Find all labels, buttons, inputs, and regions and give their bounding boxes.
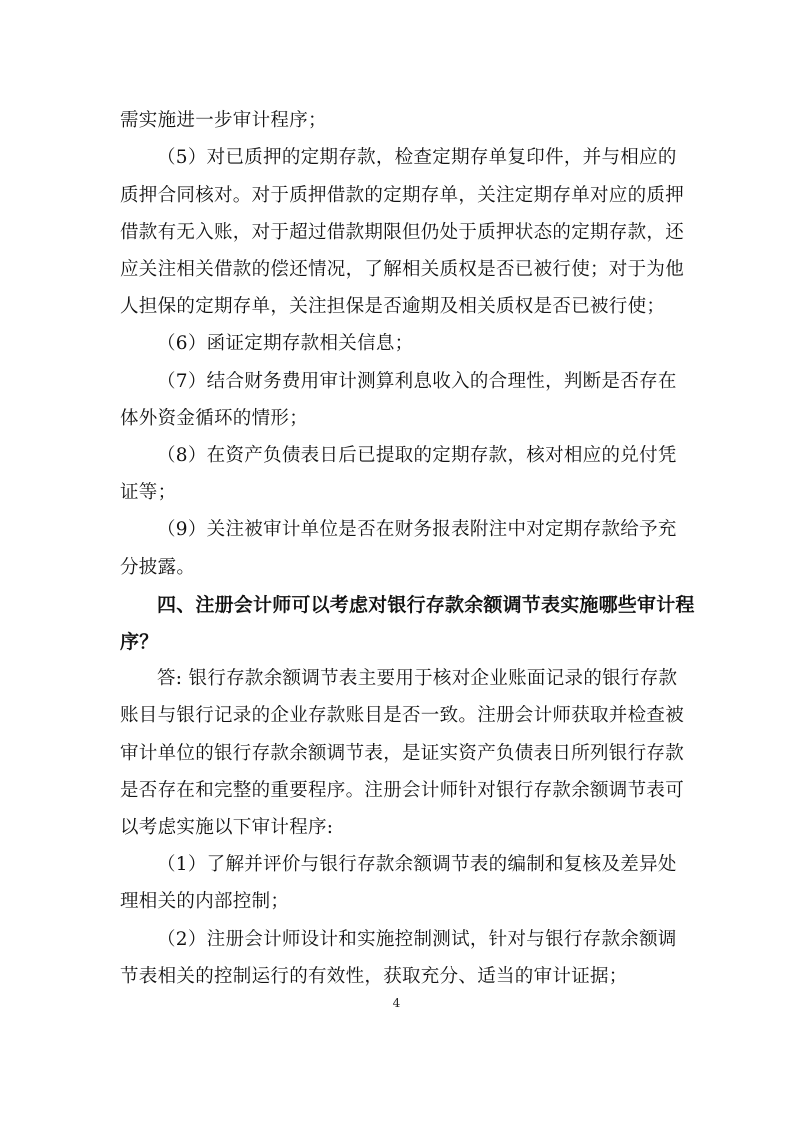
text-line: 证等； <box>120 482 177 503</box>
text-line: （5）对已质押的定期存款，检查定期存单复印件，并与相应的 <box>157 147 677 168</box>
text-line: 理相关的内部控制； <box>120 891 290 912</box>
text-line: （6）函证定期存款相关信息； <box>157 333 414 354</box>
section-heading-continued: 序？ <box>120 631 159 653</box>
text-line: 节表相关的控制运行的有效性，获取充分、适当的审计证据； <box>120 966 628 987</box>
text-line: （2）注册会计师设计和实施控制测试，针对与银行存款余额调 <box>157 929 677 950</box>
text-line: （7）结合财务费用审计测算利息收入的合理性，判断是否存在 <box>157 371 677 392</box>
text-line: 借款有无入账，对于超过借款期限但仍处于质押状态的定期存款，还 <box>120 222 685 243</box>
answer-line: 是否存在和完整的重要程序。注册会计师针对银行存款余额调节表可 <box>120 780 685 801</box>
text-line: 质押合同核对。对于质押借款的定期存单，关注定期存单对应的质押 <box>120 185 685 206</box>
text-line: （9）关注被审计单位是否在财务报表附注中对定期存款给予充 <box>157 519 677 540</box>
text-line: 应关注相关借款的偿还情况，了解相关质权是否已被行使；对于为他 <box>120 259 685 280</box>
text-line: 体外资金循环的情形； <box>120 408 309 429</box>
section-heading: 四、注册会计师可以考虑对银行存款余额调节表实施哪些审计程 <box>157 594 695 616</box>
answer-line: 答: 银行存款余额调节表主要用于核对企业账面记录的银行存款 <box>157 668 678 689</box>
text-line: 分披露。 <box>120 557 196 578</box>
answer-line: 以考虑实施以下审计程序: <box>120 817 334 838</box>
page-number: 4 <box>392 996 401 1010</box>
text-line: 需实施进一步审计程序； <box>120 110 327 131</box>
answer-line: 审计单位的银行存款余额调节表，是证实资产负债表日所列银行存款 <box>120 743 685 764</box>
text-line: （1）了解并评价与银行存款余额调节表的编制和复核及差异处 <box>157 854 677 875</box>
text-line: 人担保的定期存单，关注担保是否逾期及相关质权是否已被行使； <box>120 296 666 317</box>
answer-line: 账目与银行记录的企业存款账目是否一致。注册会计师获取并检查被 <box>120 705 685 726</box>
text-line: （8）在资产负债表日后已提取的定期存款，核对相应的兑付凭 <box>157 445 677 466</box>
